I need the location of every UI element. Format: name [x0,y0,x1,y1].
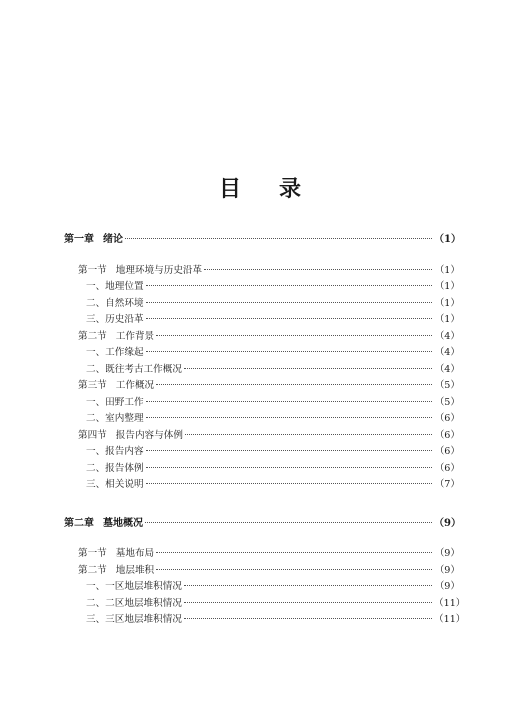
toc-section-name: 报告内容与体例 [115,429,183,441]
toc-section-number: 第四节 [78,429,107,441]
dot-leader [185,434,432,435]
toc-item-text: 二、既往考古工作概况 [86,363,182,375]
toc-section-name: 地层堆积 [115,564,155,576]
toc-section-row[interactable] [64,546,460,563]
toc-section-row[interactable] [64,563,460,580]
toc-section-name: 地理环境与历史沿革 [115,264,203,276]
toc-page-number: （9） [434,548,460,559]
toc-item-row[interactable] [64,395,460,412]
toc-section-name: 墓地布局 [115,548,155,559]
toc-item-text: 一、田野工作 [86,396,144,408]
toc-page-number: （7） [434,479,460,490]
toc-item-text: 一、报告内容 [86,446,144,457]
dot-leader [156,569,432,570]
toc-page-number: （1） [434,264,460,276]
toc-item-row[interactable] [64,596,466,613]
toc-section-row[interactable] [64,329,460,346]
dot-leader [146,351,432,352]
toc-section-row[interactable] [64,378,460,395]
toc-item-text: 一、地理位置 [86,281,144,292]
toc-page-number: （5） [434,380,460,391]
toc-item-text: 三、三区地层堆积情况 [86,614,182,625]
toc-page-number: （9） [434,517,461,529]
toc-chapter-number: 第一章 [64,234,94,245]
dot-leader [146,302,432,303]
table-of-contents [64,232,466,629]
dot-leader [156,384,432,385]
toc-item-row[interactable] [64,579,460,596]
dot-leader [146,401,432,402]
toc-chapter-name: 绪论 [103,234,123,245]
toc-section-name: 工作背景 [115,330,155,342]
toc-section-row[interactable] [64,428,460,445]
toc-section-number: 第二节 [78,564,107,576]
title-char-2: 录 [279,176,302,202]
toc-page-number: （6） [434,446,460,457]
dot-leader [125,238,432,239]
toc-item-row[interactable] [64,477,460,494]
toc-page-number: （6） [434,462,460,474]
dot-leader [156,335,432,336]
dot-leader [146,285,432,286]
toc-item-text: 三、相关说明 [86,479,144,490]
toc-item-text: 一、一区地层堆积情况 [86,581,182,592]
dot-leader [184,602,432,603]
toc-section-name: 工作概况 [115,380,155,391]
toc-chapter-number: 第二章 [64,517,94,529]
toc-chapter-row[interactable] [64,516,460,533]
page-title [0,172,520,203]
toc-item-row[interactable] [64,279,460,296]
toc-item-row[interactable] [64,362,460,379]
toc-page-number: （1） [434,234,461,245]
dot-leader [184,585,432,586]
toc-section-number: 第一节 [78,548,107,559]
toc-item-row[interactable] [64,612,466,629]
dot-leader [146,318,432,319]
toc-page-number: （11） [434,597,466,609]
toc-page-number: （1） [434,314,460,325]
toc-item-row[interactable] [64,461,460,478]
dot-leader [156,552,432,553]
toc-item-text: 三、历史沿革 [86,314,144,325]
toc-page-number: （11） [434,614,466,625]
dot-leader [146,483,432,484]
toc-section-number: 第一节 [78,264,107,276]
dot-leader [146,417,432,418]
toc-item-row[interactable] [64,345,460,362]
toc-page-number: （4） [434,363,460,375]
toc-item-text: 二、自然环境 [86,297,144,309]
toc-page-number: （1） [434,297,460,309]
toc-section-number: 第三节 [78,380,107,391]
toc-chapter-row[interactable] [64,232,460,249]
toc-page-number: （4） [434,330,460,342]
dot-leader [146,467,432,468]
toc-section-row[interactable] [64,263,460,280]
dot-leader [184,368,432,369]
dot-leader [145,522,432,523]
toc-item-row[interactable] [64,444,460,461]
toc-item-text: 二、报告体例 [86,462,144,474]
toc-item-row[interactable] [64,411,460,428]
toc-item-text: 一、工作缘起 [86,347,144,358]
toc-page-number: （1） [434,281,460,292]
toc-chapter-name: 墓地概况 [103,517,143,529]
toc-item-text: 二、室内整理 [86,413,144,424]
toc-page-number: （5） [434,396,460,408]
dot-leader [146,450,432,451]
toc-page-number: （9） [434,581,460,592]
dot-leader [184,618,432,619]
toc-page-number: （9） [434,564,460,576]
toc-section-number: 第二节 [78,330,107,342]
toc-item-text: 二、二区地层堆积情况 [86,597,182,609]
title-char-1: 目 [218,176,241,202]
toc-item-row[interactable] [64,312,460,329]
toc-page-number: （6） [434,413,460,424]
toc-page-number: （4） [434,347,460,358]
dot-leader [204,269,432,270]
toc-page-number: （6） [434,429,460,441]
toc-item-row[interactable] [64,296,460,313]
